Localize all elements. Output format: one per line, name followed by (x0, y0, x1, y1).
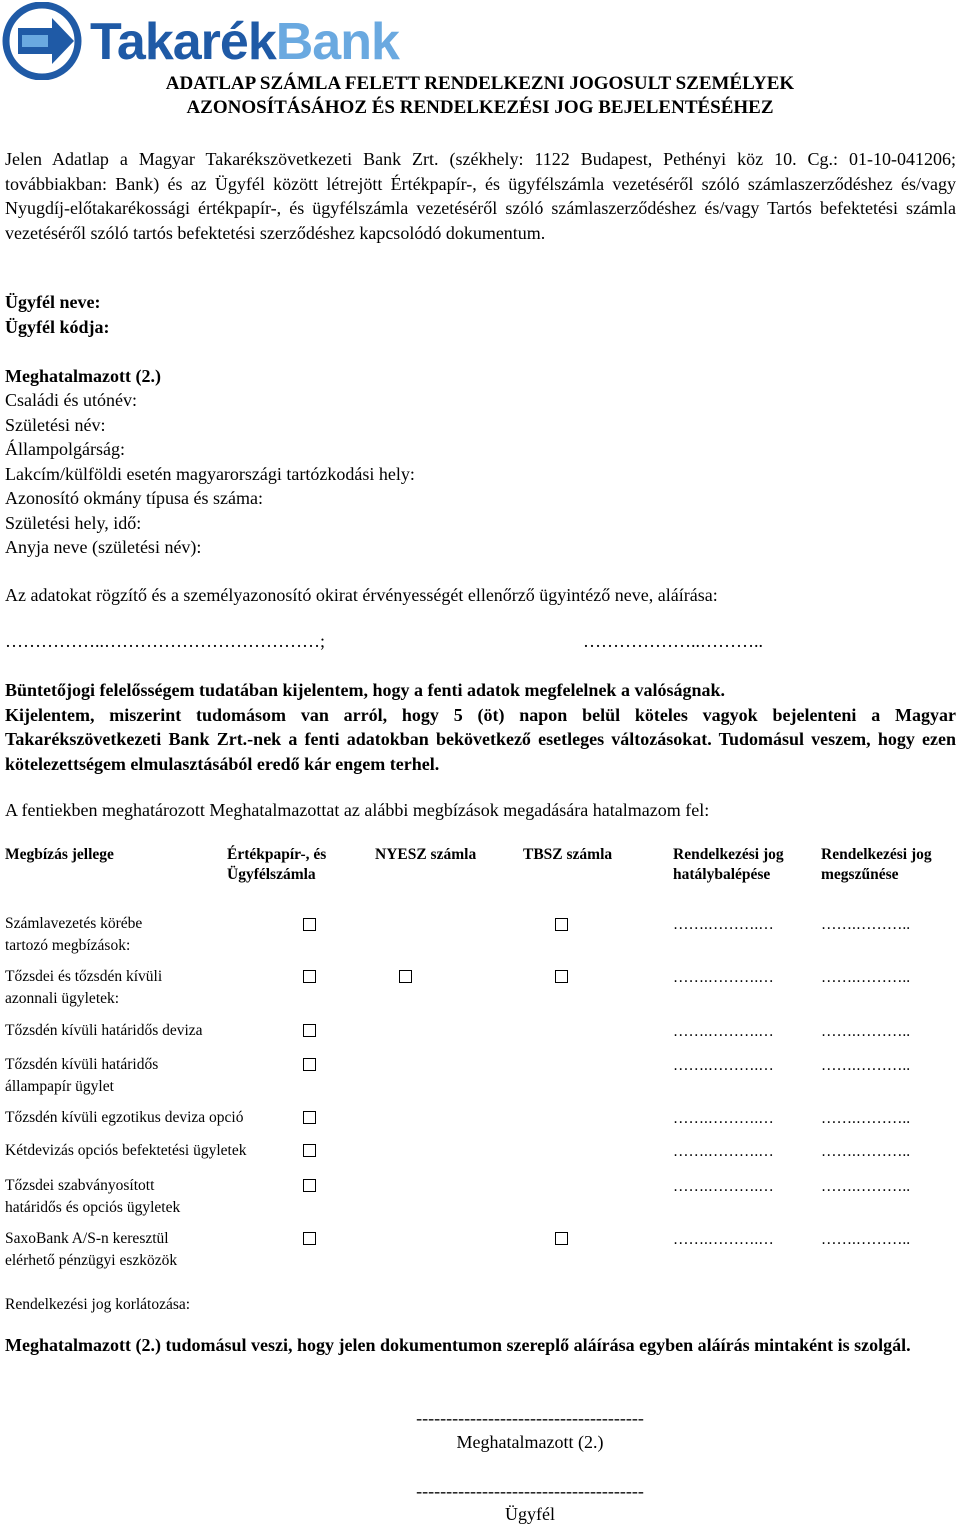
termination-date-dots: …….……….. (821, 1057, 911, 1074)
checkbox-securities[interactable] (303, 970, 316, 983)
client-name-label: Ügyfél neve: (5, 292, 101, 312)
signature-line-representative: -------------------------------------- (416, 1408, 644, 1428)
document-title-line2: AZONOSÍTÁSÁHOZ ÉS RENDELKEZÉSI JOG BEJELENTÉSÉHEZ (186, 97, 774, 118)
field-full-name: Családi és utónév: (5, 390, 137, 410)
recorder-signature-dots: ………………..……….. (583, 631, 763, 651)
declaration-paragraph-2: Kijelentem, miszerint tudomásom van arról, hogy 5 (öt) napon belül köteles vagyok bejelenteni a Magyar Takarékszövetkezeti Bank Zrt.-nek a fenti adatokban bekövetkező esetleges változásokat. Tudomásul veszem, hogy ezen kötelezettségem elmulasztásából eredő kár engem terhel. (5, 704, 956, 774)
declaration-paragraph-1: Büntetőjogi felelősségem tudatában kijelentem, hogy a fenti adatok megfelelnek a valóságnak. (5, 680, 725, 700)
termination-date-dots: …….……….. (821, 1231, 911, 1248)
effective-date-dots: …….……….… (673, 1143, 774, 1160)
representative-heading: Meghatalmazott (2.) (5, 366, 161, 386)
field-id-document: Azonosító okmány típusa és száma: (5, 488, 263, 508)
effective-date-dots: …….……….… (673, 969, 774, 986)
checkbox-securities[interactable] (303, 1058, 316, 1071)
row-label: Kétdevizás opciós befektetési ügyletek (5, 1142, 247, 1159)
header-termination-date: Rendelkezési jog megszűnése (821, 846, 932, 883)
checkbox-tbsz[interactable] (555, 918, 568, 931)
field-birth-place-date: Születési hely, idő: (5, 513, 142, 533)
signature-label-client: Ügyfél (505, 1504, 555, 1524)
document-title-line1: ADATLAP SZÁMLA FELETT RENDELKEZNI JOGOSULT SZEMÉLYEK (165, 73, 795, 94)
row-label: Tőzsdén kívüli egzotikus deviza opció (5, 1109, 244, 1126)
effective-date-dots: …….……….… (673, 1231, 774, 1248)
checkbox-securities[interactable] (303, 918, 316, 931)
authorization-text: A fentiekben meghatározott Meghatalmazottat az alábbi megbízások megadására hatalmazom fel: (5, 800, 710, 820)
field-address: Lakcím/külföldi esetén magyarországi tartózkodási hely: (5, 464, 415, 484)
intro-paragraph: Jelen Adatlap a Magyar Takarékszövetkezeti Bank Zrt. (székhely: 1122 Budapest, Pethényi köz 10. Cg.: 01-10-041206; továbbiakban: Bank) és az Ügyfél között létrejött Értékpapír-, és ügyfélszámla vezetéséről szóló számlaszerződéshez és/vagy Nyugdíj-előtakarékossági értékpapír-, és ügyfélszámla vezetéséről szóló számlaszerződéshez és/vagy Tartós befektetési számla vezetéséről szóló tartós befektetési szerződéshez kapcsolódó dokumentum. (5, 149, 956, 243)
takarekbank-logo (2, 2, 422, 80)
logo-wordmark (90, 12, 399, 72)
final-statement: Meghatalmazott (2.) tudomásul veszi, hogy jelen dokumentumon szereplő aláírása egyben aláírás mintaként is szolgál. (5, 1335, 911, 1355)
row-label: Tőzsdei szabványosított határidős és opciós ügyletek (5, 1177, 181, 1216)
termination-date-dots: …….……….. (821, 969, 911, 986)
logo-brand-part1: Takarék (90, 13, 276, 71)
row-label: Tőzsdei és tőzsdén kívüli azonnali ügyletek: (5, 968, 163, 1007)
signature-line-client: -------------------------------------- (416, 1481, 644, 1501)
termination-date-dots: …….……….. (821, 916, 911, 933)
field-birth-name: Születési név: (5, 415, 106, 435)
header-nyesz-account: NYESZ számla (375, 846, 477, 863)
declaration-block (5, 678, 956, 776)
client-code-label: Ügyfél kódja: (5, 317, 110, 337)
termination-date-dots: …….……….. (821, 1110, 911, 1127)
effective-date-dots: …….……….… (673, 1110, 774, 1127)
header-order-type: Megbízás jellege (5, 846, 114, 863)
row-label: SaxoBank A/S-n keresztül elérhető pénzügyi eszközök (5, 1230, 178, 1269)
termination-date-dots: …….……….. (821, 1178, 911, 1195)
checkbox-securities[interactable] (303, 1179, 316, 1192)
logo-brand-part2: Bank (275, 13, 399, 71)
header-securities-account: Értékpapír-, és Ügyfélszámla (227, 846, 327, 883)
checkbox-securities[interactable] (303, 1024, 316, 1037)
header-tbsz-account: TBSZ számla (523, 846, 613, 863)
checkbox-securities[interactable] (303, 1144, 316, 1157)
recorder-name-dots: ……………..………………………………; (5, 631, 326, 651)
row-label: Tőzsdén kívüli határidős deviza (5, 1022, 203, 1039)
termination-date-dots: …….……….. (821, 1023, 911, 1040)
field-mother-name: Anyja neve (születési név): (5, 537, 202, 557)
effective-date-dots: …….……….… (673, 916, 774, 933)
recorder-label: Az adatokat rögzítő és a személyazonosító okirat érvényességét ellenőrző ügyintéző neve, aláírása: (5, 585, 718, 605)
limitation-label: Rendelkezési jog korlátozása: (5, 1296, 191, 1313)
effective-date-dots: …….……….… (673, 1057, 774, 1074)
signature-label-representative: Meghatalmazott (2.) (456, 1432, 604, 1452)
header-effective-date: Rendelkezési jog hatálybalépése (673, 846, 784, 883)
checkbox-securities[interactable] (303, 1111, 316, 1124)
row-label: Tőzsdén kívüli határidős állampapír ügylet (5, 1056, 159, 1095)
field-citizenship: Állampolgárság: (5, 439, 125, 459)
recorder-signature-fields (5, 631, 763, 652)
termination-date-dots: …….……….. (821, 1143, 911, 1160)
effective-date-dots: …….……….… (673, 1023, 774, 1040)
checkbox-tbsz[interactable] (555, 970, 568, 983)
checkbox-tbsz[interactable] (555, 1232, 568, 1245)
checkbox-nyesz[interactable] (399, 970, 412, 983)
row-label: Számlavezetés körébe tartozó megbízások: (5, 915, 143, 954)
logo-mark-icon (2, 2, 86, 80)
effective-date-dots: …….……….… (673, 1178, 774, 1195)
checkbox-securities[interactable] (303, 1232, 316, 1245)
